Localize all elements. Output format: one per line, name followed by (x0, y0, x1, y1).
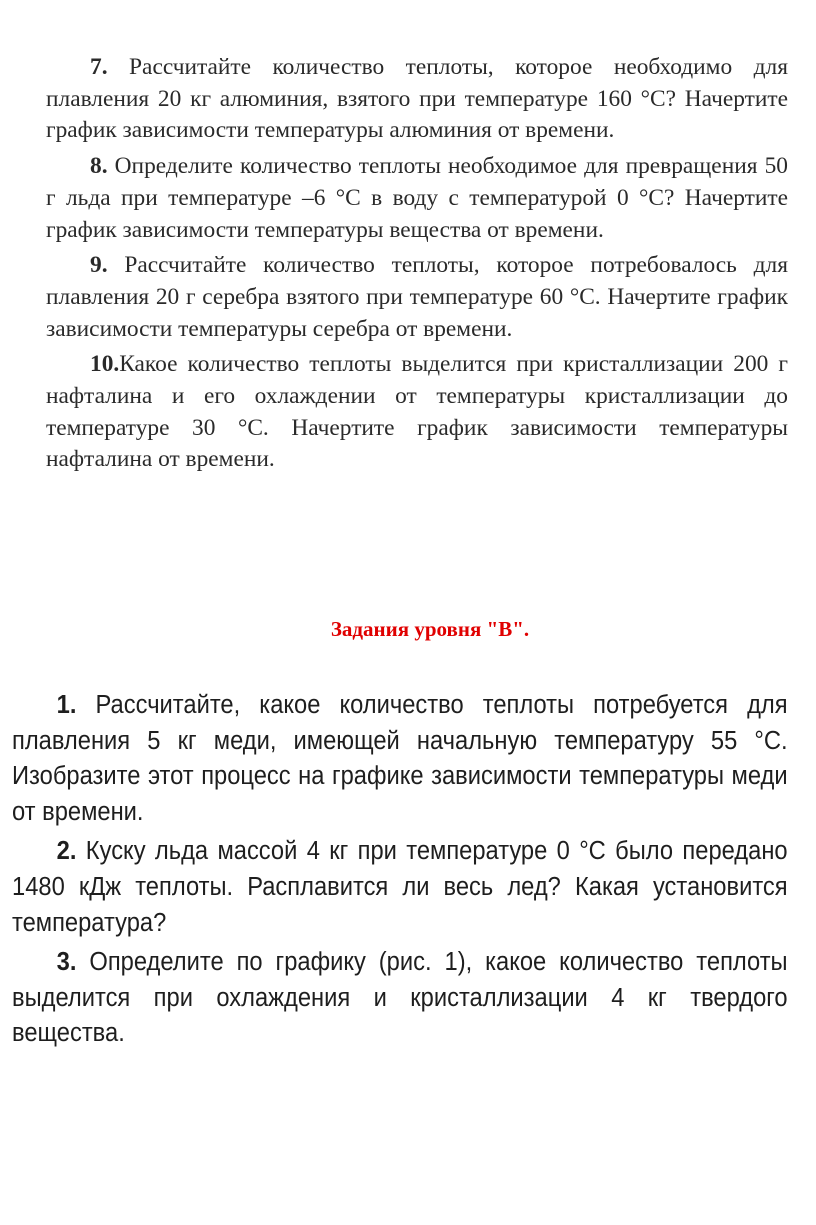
task-text: Куску льда массой 4 кг при температуре 0 °С было передано 1480 кДж теплоты. Расплавится ли весь лед? Какая установится температура? (12, 837, 788, 937)
task-text: Определите количество теплоты необходимое для превращения 50 г льда при температуре –6 °С в воду с температурой 0 °С? Начертите график зависимости температуры вещества от времени. (46, 153, 788, 243)
task-item (12, 945, 788, 1052)
task-number: 10. (90, 351, 120, 378)
task-text: Рассчитайте, какое количество теплоты потребуется для плавления 5 кг меди, имеющей начальную температуру 55 °С. Изобразите этот процесс на графике зависимости температуры меди от времени. (12, 691, 788, 826)
task-text: Какое количество теплоты выделится при кристаллизации 200 г нафталина и его охлаждении от температуры кристаллизации до температуре 30 °С. Начертите график зависимости температуры нафталина от времени. (46, 351, 788, 473)
task-item (12, 834, 788, 941)
task-item (46, 349, 788, 476)
task-number: 1. (56, 691, 77, 719)
task-item (46, 250, 788, 345)
task-number: 7. (90, 54, 108, 80)
task-number: 8. (90, 153, 108, 180)
task-text: Рассчитайте количество теплоты, которое потребовалось для плавления 20 г серебра взятого при температуре 60 °С. Начертите график зависимости температуры серебра от времени. (46, 252, 788, 342)
task-text: Определите по графику (рис. 1), какое количество теплоты выделится при охлаждения и кристаллизации 4 кг твердого вещества. (12, 948, 788, 1048)
task-item (12, 688, 788, 830)
level-b-task-list (12, 688, 788, 1056)
task-number: 2. (56, 837, 77, 866)
section-heading: Задания уровня "В". (330, 617, 530, 641)
task-text: Рассчитайте количество теплоты, которое необходимо для плавления 20 кг алюминия, взятого при температуре 160 °С? Начертите график зависимости температуры алюминия от времени. (46, 54, 788, 144)
level-a-task-list (46, 52, 788, 480)
task-item (46, 52, 788, 147)
task-item (46, 151, 788, 246)
task-number: 3. (56, 948, 77, 977)
task-number: 9. (90, 252, 108, 279)
